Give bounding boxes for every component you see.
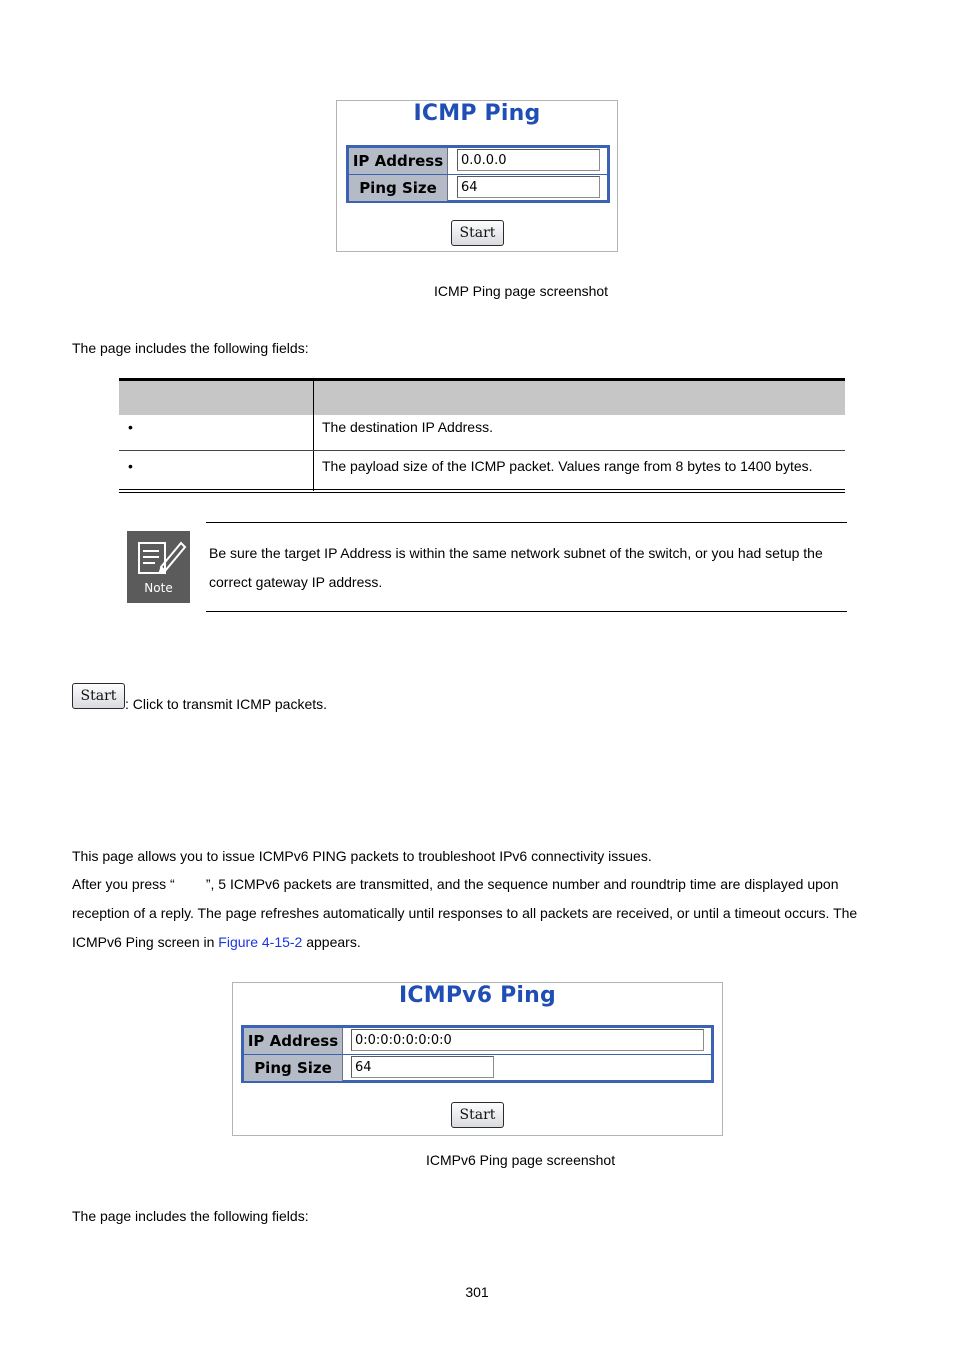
icmpv6-description — [72, 928, 361, 957]
ip-address-input[interactable] — [351, 1029, 704, 1051]
fields-table-header — [119, 378, 845, 415]
icmpv6-ping-form — [241, 1025, 714, 1083]
note-icon-label: Note — [144, 581, 173, 595]
ping-size-input[interactable] — [457, 176, 600, 198]
table-row-description: The destination IP Address. — [322, 419, 493, 435]
ip-address-input[interactable] — [457, 149, 600, 171]
ping-size-input[interactable] — [351, 1056, 494, 1078]
icmpv6-ping-panel — [232, 982, 723, 1136]
note-icon — [127, 531, 190, 603]
figure-link[interactable]: Figure 4-15-2 — [218, 934, 303, 950]
note-text: Be sure the target IP Address is within the same network subnet of the switch, or you had setup the — [209, 545, 823, 561]
ping-size-row — [244, 1055, 711, 1081]
pen-paper-icon — [127, 531, 190, 583]
note-box — [127, 522, 847, 612]
ip-address-row — [244, 1028, 711, 1054]
icmp-ping-form — [346, 145, 610, 203]
start-hint-text: : Click to transmit ICMP packets. — [125, 696, 328, 712]
note-text: correct gateway IP address. — [209, 574, 383, 590]
ip-address-label: IP Address — [244, 1028, 343, 1054]
icmpv6-description: reception of a reply. The page refreshes automatically until responses to all packets are received, or until a timeout occurs. The — [72, 905, 858, 921]
icmpv6-intro: This page allows you to issue ICMPv6 PING packets to troubleshoot IPv6 connectivity issues. — [72, 848, 652, 864]
table-row-bullet: • — [128, 458, 133, 474]
icmp-ping-title: ICMP Ping — [413, 101, 541, 126]
ip-address-row — [349, 148, 607, 174]
icmp-ping-panel — [336, 100, 618, 252]
icmpv6-caption: ICMPv6 Ping page screenshot — [426, 1152, 616, 1168]
fields-table — [119, 378, 845, 494]
start-button[interactable]: Start — [72, 683, 125, 709]
ping-size-row — [349, 175, 607, 201]
table-row-description: The payload size of the ICMP packet. Values range from 8 bytes to 1400 bytes. — [322, 458, 813, 474]
icmpv6-text-pre: ICMPv6 Ping screen in — [72, 934, 219, 950]
ip-address-label: IP Address — [349, 148, 448, 174]
fields-intro: The page includes the following fields: — [72, 340, 309, 356]
ping-size-label: Ping Size — [349, 175, 448, 201]
icmpv6-text-post: appears. — [302, 934, 361, 950]
table-row-bullet: • — [128, 419, 133, 435]
icmp-caption: ICMP Ping page screenshot — [434, 283, 609, 299]
start-button[interactable]: Start — [451, 220, 504, 246]
ping-size-label: Ping Size — [244, 1055, 343, 1081]
start-button[interactable]: Start — [451, 1102, 504, 1128]
fields-intro: The page includes the following fields: — [72, 1208, 309, 1224]
icmpv6-description: After you press “ ”, 5 ICMPv6 packets are transmitted, and the sequence number and roundtrip time are displayed upon — [72, 876, 839, 892]
page-number: 301 — [465, 1284, 489, 1300]
icmpv6-ping-title: ICMPv6 Ping — [399, 983, 556, 1008]
